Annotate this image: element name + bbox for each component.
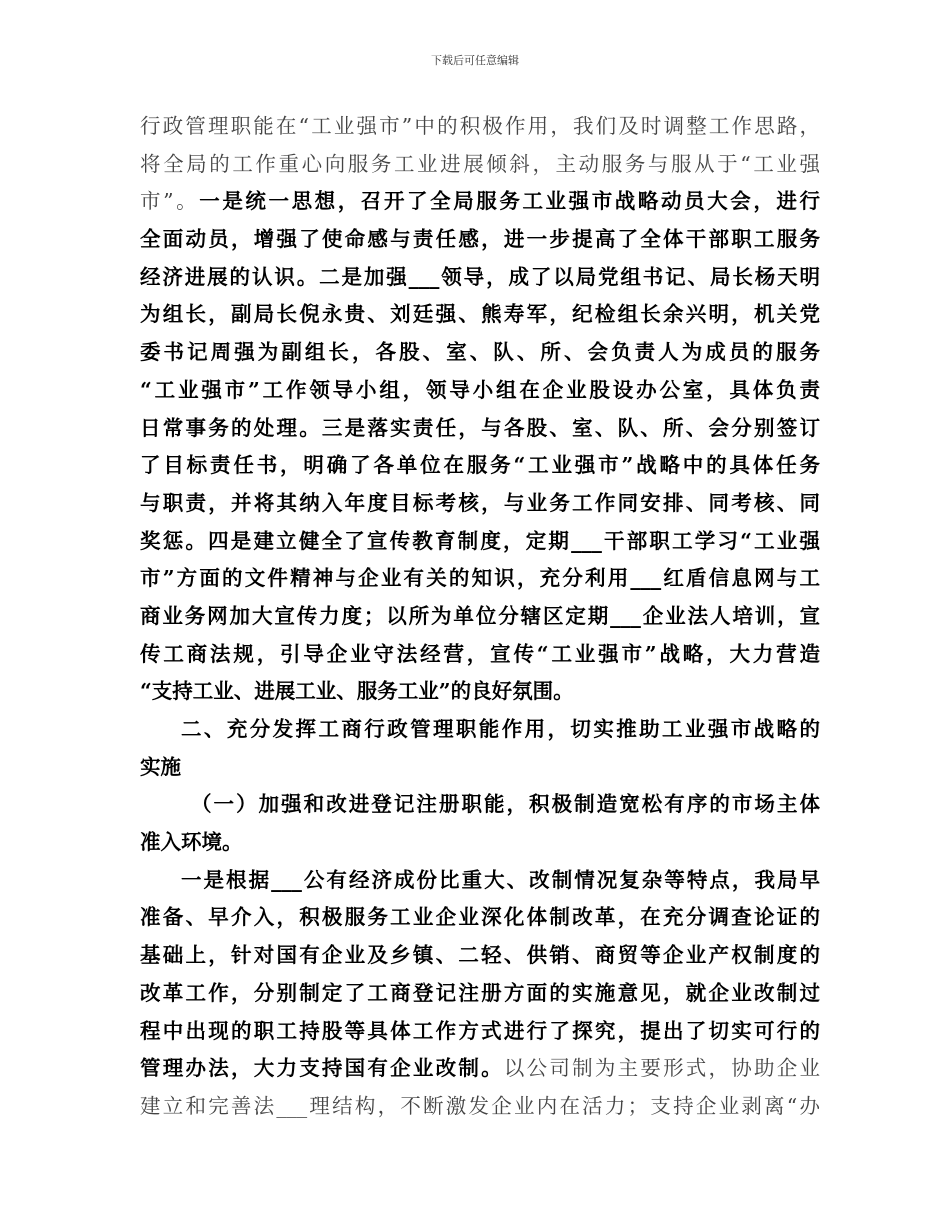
- text-line: 传工商法规，引导企业守法经营，宣传“工业强市”战略，大力营造: [140, 641, 820, 666]
- text-span: 以公司制为主要形式，协助企业: [503, 1056, 821, 1081]
- text-line: 行政管理职能在“工业强市”中的积极作用，我们及时调整工作思路，: [140, 114, 820, 138]
- text-span: 管理办法，大力支持国有企业改制。: [140, 1056, 504, 1081]
- text-line: 奖惩。四是建立健全了宣传教育制度，定期___干部职工学习“工业强: [140, 528, 820, 553]
- text-line: 市”方面的文件精神与企业有关的知识，充分利用___红盾信息网与工: [140, 566, 820, 591]
- text-line: 改革工作，分别制定了工商登记注册方面的实施意见，就企业改制过: [140, 980, 820, 1005]
- text-line: 为组长，副局长倪永贵、刘廷强、熊寿军，纪检组长余兴明，机关党: [140, 302, 820, 327]
- text-line: 了目标责任书，明确了各单位在服务“工业强市”战略中的具体任务: [140, 453, 820, 478]
- text-line: 委书记周强为副组长，各股、室、队、所、会负责人为成员的服务: [140, 340, 820, 365]
- text-line: [140, 1050, 820, 1088]
- text-line: 与职责，并将其纳入年度目标考核，与业务工作同安排、同考核、同: [140, 490, 820, 515]
- text-line: 建立和完善法___理结构，不断激发企业内在活力；支持企业剥离“办: [140, 1093, 820, 1118]
- text-span: 一是统一思想，召开了全局服务工业强市战略动员大会，进行: [199, 189, 821, 214]
- text-line: [140, 183, 820, 221]
- text-line: 全面动员，增强了使命感与责任感，进一步提高了全体干部职工服务: [140, 227, 820, 252]
- text-span: 市”。: [140, 189, 200, 214]
- subsection-heading-cont: 准入环境。: [140, 830, 243, 855]
- text-line: 将全局的工作重心向服务工业进展倾斜，主动服务与服从于“工业强: [140, 151, 820, 176]
- section-heading-cont: 实施: [140, 754, 181, 779]
- text-line: 一是根据___公有经济成份比重大、改制情况复杂等特点，我局早: [181, 867, 820, 892]
- document-body: [140, 108, 820, 1126]
- page-header: 下载后可任意编辑: [431, 54, 519, 67]
- text-line: 经济进展的认识。二是加强___领导，成了以局党组书记、局长杨天明: [140, 264, 820, 289]
- section-heading: 二、充分发挥工商行政管理职能作用，切实推助工业强市战略的: [181, 717, 820, 741]
- text-line: 准备、早介入，积极服务工业企业深化体制改革，在充分调查论证的: [140, 905, 820, 930]
- text-line: 商业务网加大宣传力度；以所为单位分辖区定期___企业法人培训，宣: [140, 603, 820, 628]
- text-line: 日常事务的处理。三是落实责任，与各股、室、队、所、会分别签订: [140, 415, 820, 440]
- text-line: 程中出现的职工持股等具体工作方式进行了探究，提出了切实可行的: [140, 1018, 820, 1043]
- subsection-heading: （一）加强和改进登记注册职能，积极制造宽松有序的市场主体: [191, 792, 820, 817]
- text-line: “工业强市”工作领导小组，领导小组在企业股设办公室，具体负责: [140, 377, 820, 402]
- text-line: “支持工业、进展工业、服务工业”的良好氛围。: [140, 679, 574, 704]
- text-line: 基础上，针对国有企业及乡镇、二轻、供销、商贸等企业产权制度的: [140, 943, 820, 968]
